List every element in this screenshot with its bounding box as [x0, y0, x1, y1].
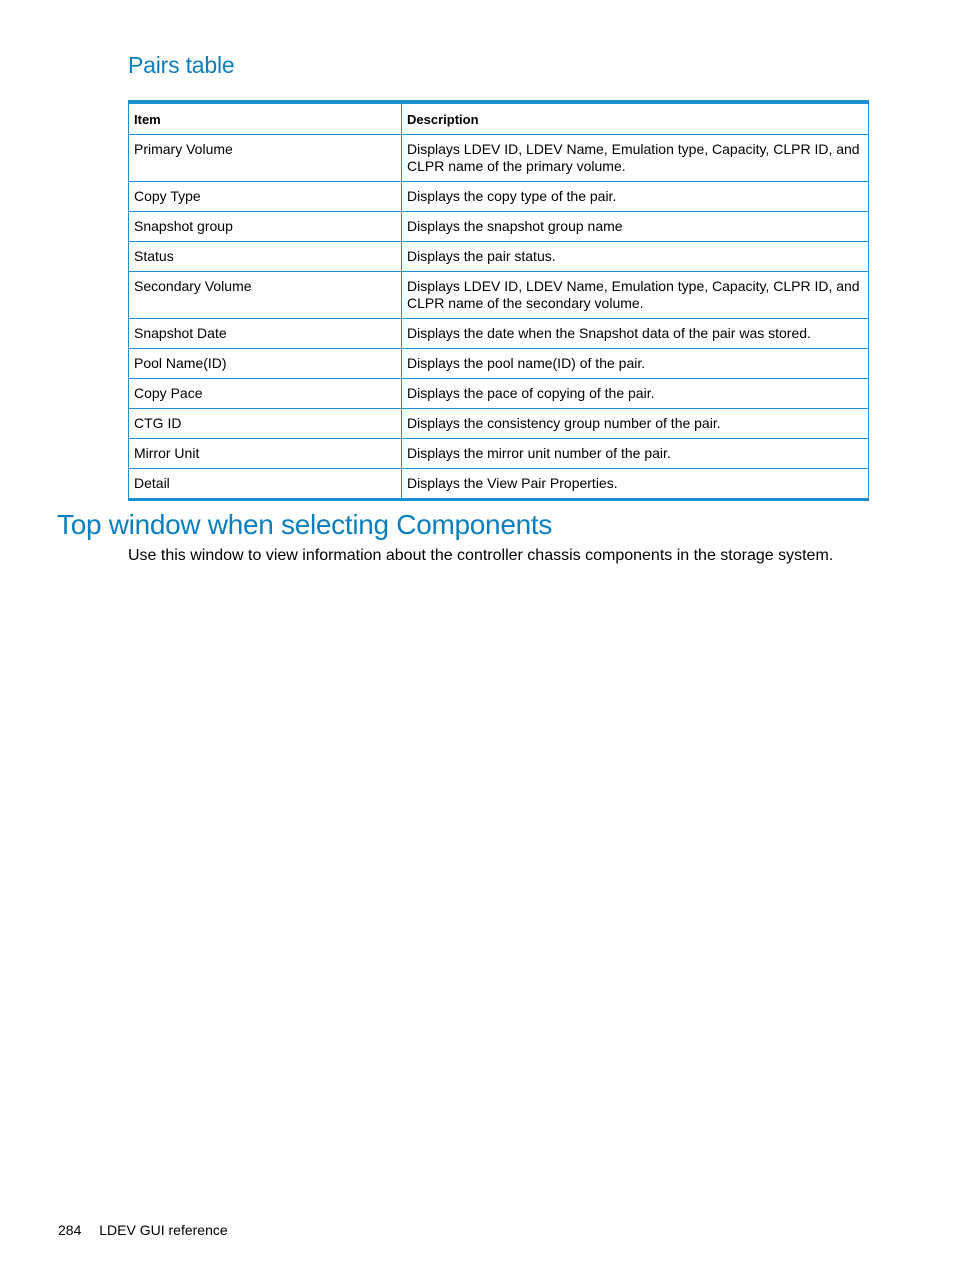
description-cell: Displays the pair status. — [402, 242, 869, 272]
pairs-table — [128, 100, 869, 501]
table-row — [129, 469, 869, 500]
table-row — [129, 272, 869, 319]
item-cell: Snapshot Date — [129, 319, 402, 349]
description-cell: Displays the snapshot group name — [402, 212, 869, 242]
description-cell: Displays the pace of copying of the pair. — [402, 379, 869, 409]
intro-paragraph: Use this window to view information about the controller chassis components in the storage system. — [128, 547, 834, 564]
item-cell: Copy Pace — [129, 379, 402, 409]
description-cell: Displays the pool name(ID) of the pair. — [402, 349, 869, 379]
description-cell: Displays the mirror unit number of the pair. — [402, 439, 869, 469]
table-row — [129, 409, 869, 439]
table-row — [129, 349, 869, 379]
description-cell: Displays the date when the Snapshot data of the pair was stored. — [402, 319, 869, 349]
page-heading: Top window when selecting Components — [57, 509, 553, 540]
description-cell: Displays the View Pair Properties. — [402, 469, 869, 500]
table-row — [129, 212, 869, 242]
item-cell: Secondary Volume — [129, 272, 402, 319]
item-cell: Primary Volume — [129, 135, 402, 182]
column-header-item: Item — [129, 102, 402, 135]
page-number: 284 — [58, 1222, 82, 1238]
description-cell: Displays the copy type of the pair. — [402, 182, 869, 212]
table-row — [129, 242, 869, 272]
item-cell: Mirror Unit — [129, 439, 402, 469]
column-header-description: Description — [402, 102, 869, 135]
item-cell: Detail — [129, 469, 402, 500]
table-row — [129, 439, 869, 469]
table-row — [129, 182, 869, 212]
table-row — [129, 379, 869, 409]
description-cell: Displays LDEV ID, LDEV Name, Emulation type, Capacity, CLPR ID, and CLPR name of the secondary volume. — [402, 272, 869, 319]
footer-section-name: LDEV GUI reference — [99, 1222, 228, 1238]
item-cell: Snapshot group — [129, 212, 402, 242]
item-cell: Copy Type — [129, 182, 402, 212]
description-cell: Displays the consistency group number of the pair. — [402, 409, 869, 439]
item-cell: CTG ID — [129, 409, 402, 439]
description-cell: Displays LDEV ID, LDEV Name, Emulation type, Capacity, CLPR ID, and CLPR name of the primary volume. — [402, 135, 869, 182]
table-row — [129, 135, 869, 182]
page-footer — [58, 1222, 228, 1238]
item-cell: Pool Name(ID) — [129, 349, 402, 379]
table-row — [129, 319, 869, 349]
table-header-row — [129, 102, 869, 135]
section-title: Pairs table — [128, 52, 235, 78]
item-cell: Status — [129, 242, 402, 272]
